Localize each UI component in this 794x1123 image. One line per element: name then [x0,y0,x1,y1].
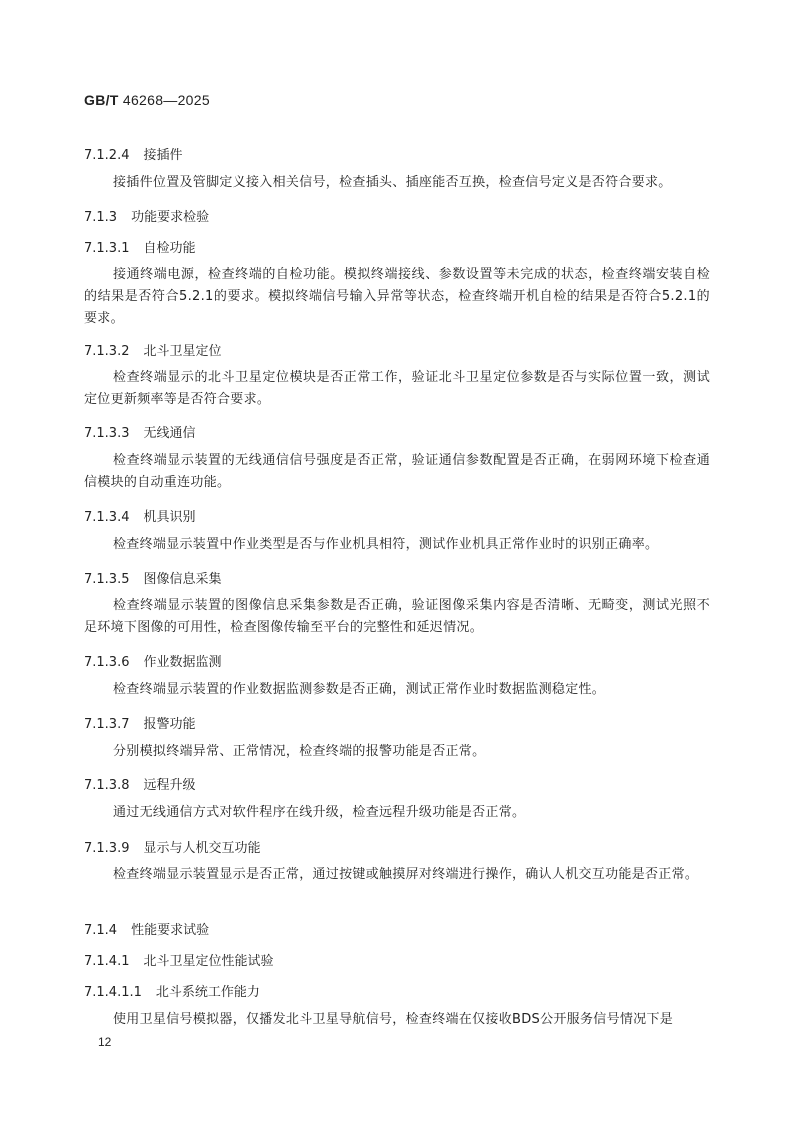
section-number: 7.1.4 [84,923,118,938]
section-heading [84,506,196,525]
section-number: 7.1.3.2 [84,344,130,359]
section-paragraph: 分别模拟终端异常、正常情况，检查终端的报警功能是否正常。 [113,744,486,759]
section-paragraph: 检查终端显示装置的图像信息采集参数是否正确，验证图像采集内容是否清晰、无畸变，测试光照不足环境下图像的可用性，检查图像传输至平台的完整性和延迟情况。 [84,598,710,635]
section-title: 报警功能 [143,717,196,732]
section-heading [84,774,196,793]
section-number: 7.1.2.4 [84,148,130,163]
section-heading [84,950,274,969]
section-heading [84,713,196,732]
section-heading [84,568,222,587]
section-heading [84,651,222,670]
section-number: 7.1.3.8 [84,778,130,793]
section-number: 7.1.3.1 [84,241,130,256]
section-title: 接插件 [143,148,183,163]
section-title: 无线通信 [143,426,196,441]
standard-header [84,92,210,108]
section-title: 远程升级 [143,778,196,793]
standard-code: GB/T [84,92,119,108]
section-title: 机具识别 [143,510,196,525]
section-number: 7.1.3.3 [84,426,130,441]
section-paragraph: 使用卫星信号模拟器，仅播发北斗卫星导航信号，检查终端在仅接收BDS公开服务信号情况下是 [113,1012,674,1027]
section-title: 性能要求试验 [131,923,210,938]
section-title: 北斗系统工作能力 [155,985,260,1000]
section-title: 作业数据监测 [143,655,222,670]
section-title: 北斗卫星定位 [143,344,222,359]
section-title: 自检功能 [143,241,196,256]
section-paragraph: 检查终端显示装置的无线通信信号强度是否正常，验证通信参数配置是否正确，在弱网环境下检查通信模块的自动重连功能。 [84,453,710,490]
section-number: 7.1.3.5 [84,572,130,587]
section-number: 7.1.3.4 [84,510,130,525]
section-paragraph: 检查终端显示装置的作业数据监测参数是否正确，测试正常作业时数据监测稳定性。 [113,682,606,697]
section-heading [84,919,209,938]
section-title: 北斗卫星定位性能试验 [143,954,274,969]
section-number: 7.1.4.1.1 [84,985,142,1000]
section-title: 功能要求检验 [131,210,210,225]
section-paragraph: 检查终端显示的北斗卫星定位模块是否正常工作，验证北斗卫星定位参数是否与实际位置一致，测试定位更新频率等是否符合要求。 [84,370,710,407]
section-number: 7.1.3 [84,210,118,225]
section-number: 7.1.3.6 [84,655,130,670]
standard-number: 46268—2025 [122,92,210,108]
section-number: 7.1.4.1 [84,954,130,969]
section-heading [84,340,222,359]
section-heading [84,422,196,441]
section-title: 显示与人机交互功能 [143,841,261,856]
page-number: 12 [98,1035,112,1049]
section-number: 7.1.3.9 [84,841,130,856]
section-paragraph: 接插件位置及管脚定义接入相关信号，检查插头、插座能否互换，检查信号定义是否符合要求。 [113,175,672,190]
section-paragraph: 检查终端显示装置显示是否正常，通过按键或触摸屏对终端进行操作，确认人机交互功能是否正常。 [113,867,699,882]
section-heading [84,237,196,256]
section-number: 7.1.3.7 [84,717,130,732]
section-heading [84,981,260,1000]
section-heading [84,144,183,163]
section-heading [84,837,261,856]
section-heading [84,206,209,225]
section-paragraph: 接通终端电源，检查终端的自检功能。模拟终端接线、参数设置等未完成的状态，检查终端安装自检的结果是否符合5.2.1的要求。模拟终端信号输入异常等状态，检查终端开机自检的结果是否符合5.2.1的要求。 [84,267,710,326]
section-paragraph: 检查终端显示装置中作业类型是否与作业机具相符，测试作业机具正常作业时的识别正确率。 [113,537,659,552]
section-title: 图像信息采集 [143,572,222,587]
section-paragraph: 通过无线通信方式对软件程序在线升级，检查远程升级功能是否正常。 [113,805,526,820]
